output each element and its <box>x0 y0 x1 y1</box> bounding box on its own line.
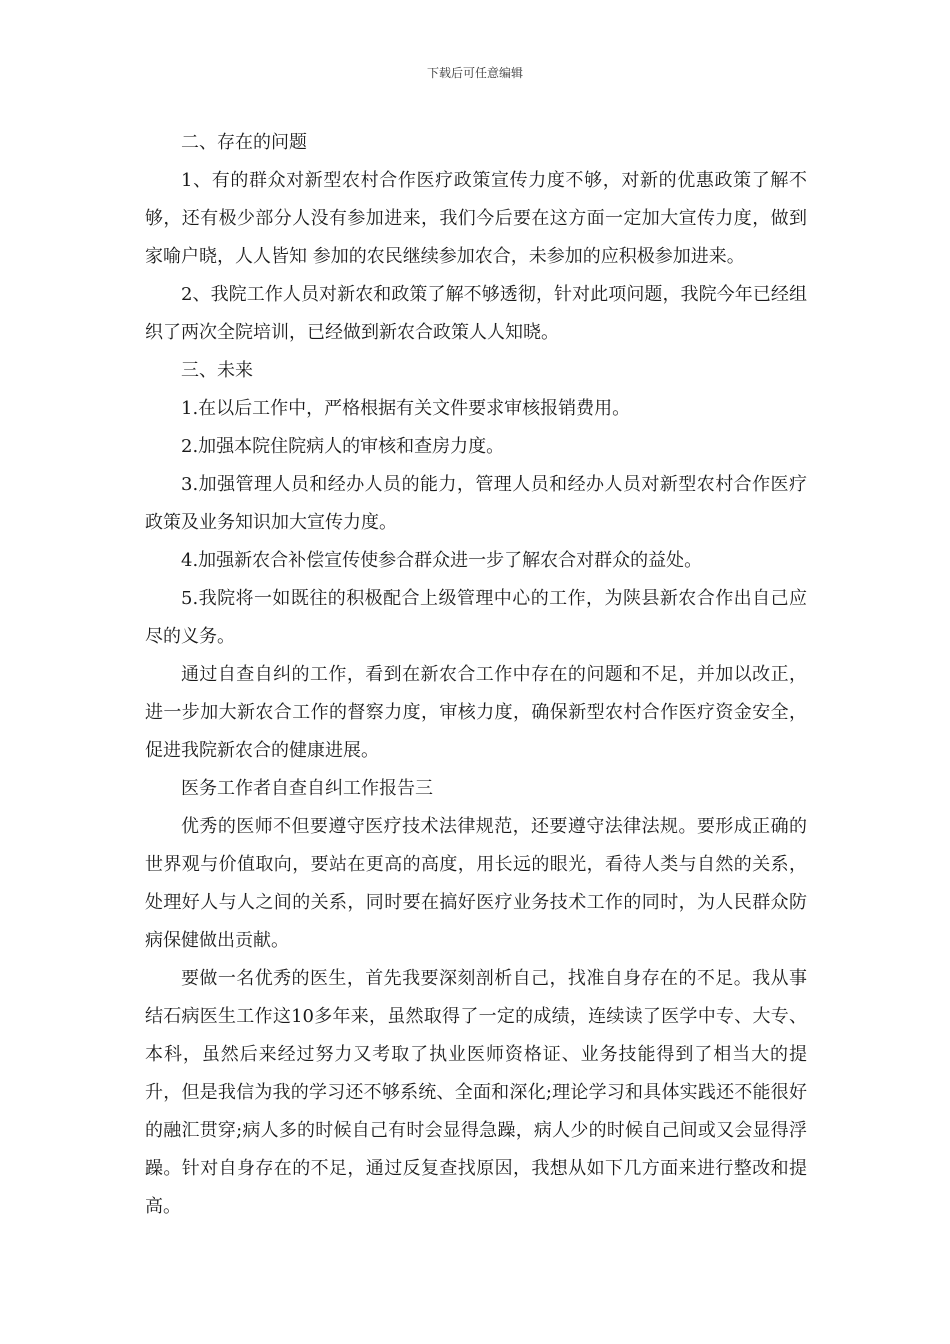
paragraph-future-5: 5.我院将一如既往的积极配合上级管理中心的工作，为陕县新农合作出自己应尽的义务。 <box>145 588 807 647</box>
report-title: 医务工作者自查自纠工作报告三 <box>181 778 433 799</box>
paragraph-future-4: 4.加强新农合补偿宣传使参合群众进一步了解农合对群众的益处。 <box>181 550 703 571</box>
paragraph-future-1: 1.在以后工作中，严格根据有关文件要求审核报销费用。 <box>181 398 631 419</box>
paragraph-summary: 通过自查自纠的工作，看到在新农合工作中存在的问题和不足，并加以改正，进一步加大新农合工作的督察力度，审核力度，确保新型农村合作医疗资金安全，促进我院新农合的健康进展。 <box>145 664 807 761</box>
paragraph-future-3: 3.加强管理人员和经办人员的能力，管理人员和经办人员对新型农村合作医疗政策及业务知识加大宣传力度。 <box>145 474 807 533</box>
paragraph-future-2: 2.加强本院住院病人的审核和查房力度。 <box>181 436 505 457</box>
paragraph-problem-1: 1、有的群众对新型农村合作医疗政策宣传力度不够，对新的优惠政策了解不够，还有极少部分人没有参加进来，我们今后要在这方面一定加大宣传力度，做到 家喻户晓，人人皆知 参加的农民继续参加农合，未参加的应积极参加进来。 <box>145 170 807 267</box>
section-heading-problems: 二、存在的问题 <box>181 132 307 153</box>
document-body <box>145 124 807 1226</box>
page-header: 下载后可任意编辑 <box>426 66 523 80</box>
paragraph-problem-2: 2、我院工作人员对新农和政策了解不够透彻，针对此项问题，我院今年已经组织了两次全院培训，已经做到新农合政策人人知晓。 <box>145 284 807 343</box>
paragraph-self-analysis: 要做一名优秀的医生，首先我要深刻剖析自己，找准自身存在的不足。我从事结石病医生工作这10多年来，虽然取得了一定的成绩，连续读了医学中专、大专、本科，虽然后来经过努力又考取了执业医师资格证、业务技能得到了相当大的提升，但是我信为我的学习还不够系统、全面和深化;理论学习和具体实践还不能很好的融汇贯穿;病人多的时候自己有时会显得急躁，病人少的时候自己间或又会显得浮躁。针对自身存在的不足，通过反复查找原因，我想从如下几方面来进行整改和提高。 <box>145 968 807 1217</box>
section-heading-future: 三、未来 <box>181 360 253 381</box>
paragraph-report-intro: 优秀的医师不但要遵守医疗技术法律规范，还要遵守法律法规。要形成正确的世界观与价值取向，要站在更高的高度，用长远的眼光，看待人类与自然的关系，处理好人与人之间的关系，同时要在搞好医疗业务技术工作的同时，为人民群众防病保健做出贡献。 <box>145 816 807 951</box>
